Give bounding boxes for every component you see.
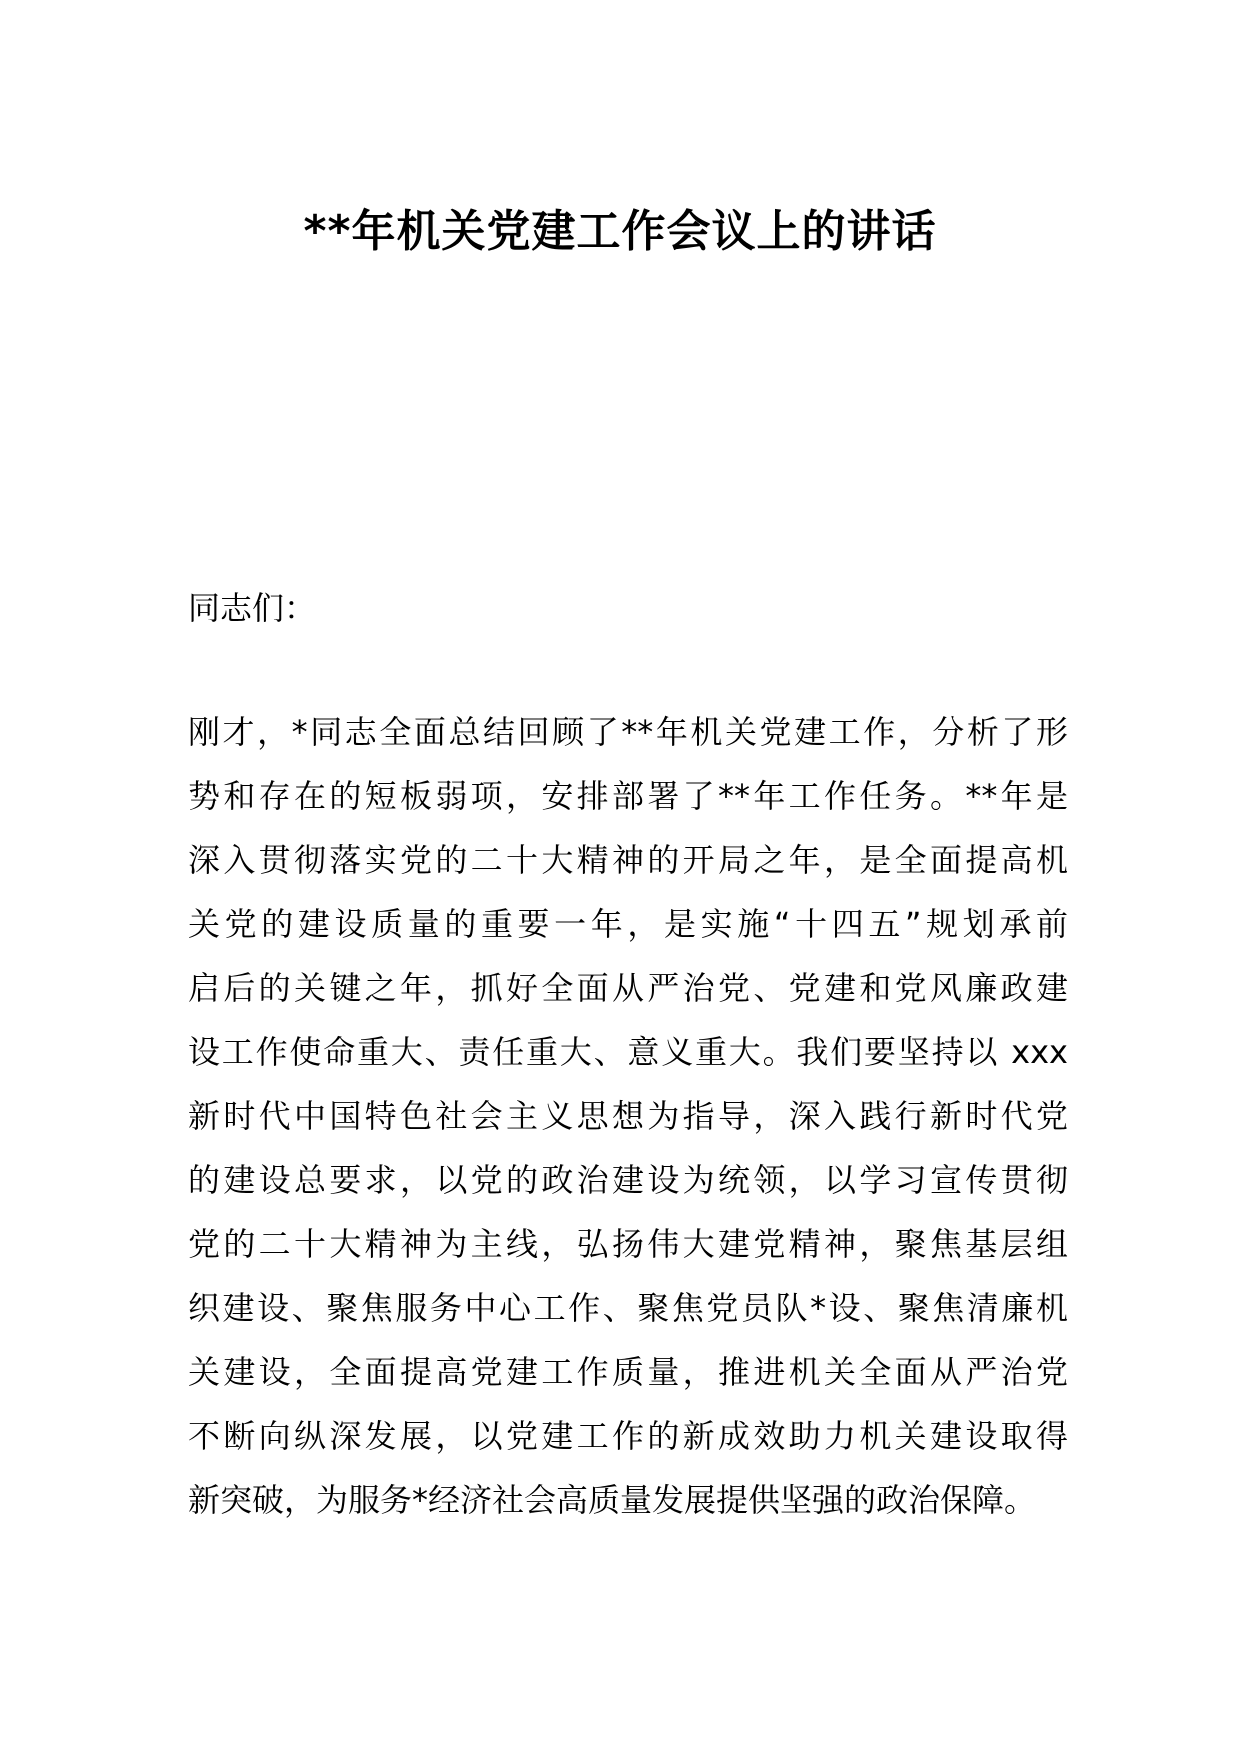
salutation: 同志们： <box>188 589 317 627</box>
paragraph-line: 刚才，*同志全面总结回顾了**年机关党建工作，分析了形 <box>188 713 1068 751</box>
paragraph-line: 启后的关键之年，抓好全面从严治党、党建和党风廉政建 <box>188 969 1068 1007</box>
paragraph-line: 新时代中国特色社会主义思想为指导，深入践行新时代党 <box>188 1097 1068 1135</box>
paragraph-line: 深入贯彻落实党的二十大精神的开局之年，是全面提高机 <box>188 841 1068 879</box>
paragraph-line: 的建设总要求，以党的政治建设为统领，以学习宣传贯彻 <box>188 1161 1068 1199</box>
paragraph-line: 党的二十大精神为主线，弘扬伟大建党精神，聚焦基层组 <box>188 1225 1068 1263</box>
paragraph-line: 新突破，为服务*经济社会高质量发展提供坚强的政治保障。 <box>188 1481 1037 1519</box>
paragraph-line: 关党的建设质量的重要一年，是实施“十四五”规划承前 <box>188 905 1068 943</box>
paragraph-line: 织建设、聚焦服务中心工作、聚焦党员队*设、聚焦清廉机 <box>188 1289 1068 1327</box>
document-title: **年机关党建工作会议上的讲话 <box>303 206 937 257</box>
paragraph-line: 关建设，全面提高党建工作质量，推进机关全面从严治党 <box>188 1353 1068 1391</box>
paragraph-line: 不断向纵深发展，以党建工作的新成效助力机关建设取得 <box>188 1417 1068 1455</box>
paragraph-line: 设工作使命重大、责任重大、意义重大。我们要坚持以 xxx <box>188 1033 1068 1071</box>
paragraph-line: 势和存在的短板弱项，安排部署了**年工作任务。**年是 <box>188 777 1068 815</box>
